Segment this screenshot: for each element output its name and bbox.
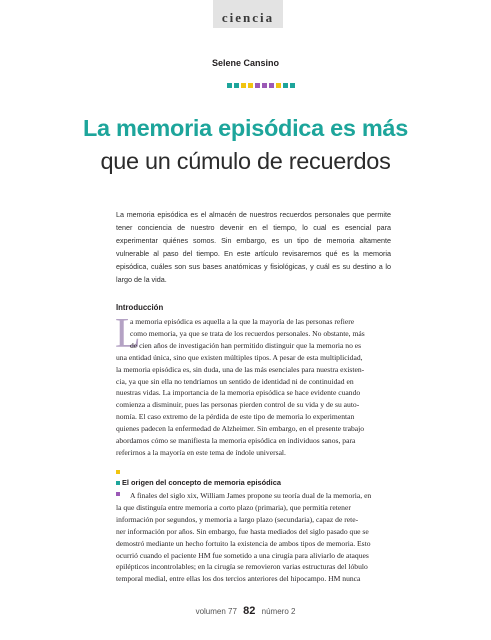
footer-volume: volumen 77	[195, 607, 237, 616]
text-line: abordamos cómo se manifiesta la memoria episódica en individuos sanos, para	[116, 436, 356, 446]
title-divider	[227, 83, 295, 88]
divider-dot	[276, 83, 281, 88]
text-line: A finales del siglo xix, William James propone su teoría dual de la memoria, en	[130, 491, 372, 500]
text-line: nuestras vidas. La importancia de la memoria episódica se hace evidente cuando	[116, 388, 361, 398]
text-line: como memoria, ya que se trata de los recuerdos personales. No obstante, más	[130, 328, 365, 338]
text-line: quienes padecen la enfermedad de Alzheimer. Sin embargo, en el presente trabajo	[116, 424, 365, 434]
divider-dot	[262, 83, 267, 88]
text-line: de cien años de investigación han permitido distinguir que la memoria no es	[130, 340, 362, 350]
origin-paragraph	[116, 490, 399, 585]
text-line: la que distinguía entre memoria a corto plazo (primaria), que permitía retener	[116, 502, 351, 512]
text-line: comienza a disminuir, pues las personas pierden control de su vida y de su auto-	[116, 400, 360, 410]
page-footer	[0, 605, 491, 617]
footer-issue: número 2	[261, 607, 296, 616]
dropcap-letter: L	[115, 311, 141, 357]
divider-dot	[283, 83, 288, 88]
divider-dot	[248, 83, 253, 88]
heading-square-icon	[116, 481, 120, 485]
intro-paragraph	[116, 316, 399, 459]
text-line: referirnos a la mayoría en este tema de índole universal.	[116, 447, 286, 457]
text-line: epilépticos incontrolables; en la cirugía se removieron varias estructuras del lóbulo	[116, 562, 368, 572]
text-line: demostró mediante un hecho fortuito la existencia de ambos tipos de memoria. Esto	[116, 538, 371, 548]
article-title-line-2: que un cúmulo de recuerdos	[100, 148, 391, 174]
text-line: cia, ya que sin ella no tendríamos un sentido de identidad ni de continuidad en	[116, 376, 354, 386]
divider-dot	[290, 83, 295, 88]
marker-square	[116, 470, 120, 474]
section-band	[213, 0, 283, 28]
page-number: 82	[243, 605, 256, 617]
text-line: nomía. El caso extremo de la pérdida de este tipo de memoria lo experimentan	[116, 412, 355, 422]
text-line: información por segundos, y memoria a largo plazo (secundaria), capaz de rete-	[116, 514, 359, 524]
intro-heading: Introducción	[116, 303, 164, 312]
divider-dot	[234, 83, 239, 88]
divider-dot	[255, 83, 260, 88]
text-line: la memoria episódica es, sin duda, una de las más esenciales para nuestra existen-	[116, 364, 365, 374]
divider-dot	[269, 83, 274, 88]
divider-dot	[241, 83, 246, 88]
author-name: Selene Cansino	[211, 58, 280, 68]
text-line: temporal medial, entre ellas los dos tercios anteriores del hipocampo. HM nunca	[116, 574, 361, 584]
text-line: ocurrió cuando el paciente HM fue sometido a una cirugía para aliviarlo de ataques	[116, 550, 369, 560]
origin-heading	[116, 478, 281, 487]
abstract: La memoria episódica es el almacén de nuestros recuerdos personales que permite tener conciencia de nuestro devenir en el tiempo, lo cual es esencial para experimentar quiénes somos. Sin embargo, es un tipo de memoria altamente vulnerable al paso del tiempo. En este artículo revisaremos qué es la memoria episódica, cuáles son sus bases anatómicas y fisiológicas, y cuál es su destino a lo largo de la vida.	[116, 210, 391, 284]
article-title-line-1: La memoria episódica es más	[83, 115, 408, 141]
divider-dot	[227, 83, 232, 88]
origin-heading-text: El origen del concepto de memoria episódica	[122, 478, 281, 487]
text-line: ner información por años. Sin embargo, fue hasta mediados del siglo pasado que se	[116, 526, 369, 536]
text-line: una entidad única, sino que existen múltiples tipos. A pesar de esta multiplicidad,	[116, 352, 363, 362]
text-line: a memoria episódica es aquella a la que la mayoría de las personas refiere	[130, 317, 355, 326]
section-label: ciencia	[221, 10, 275, 25]
